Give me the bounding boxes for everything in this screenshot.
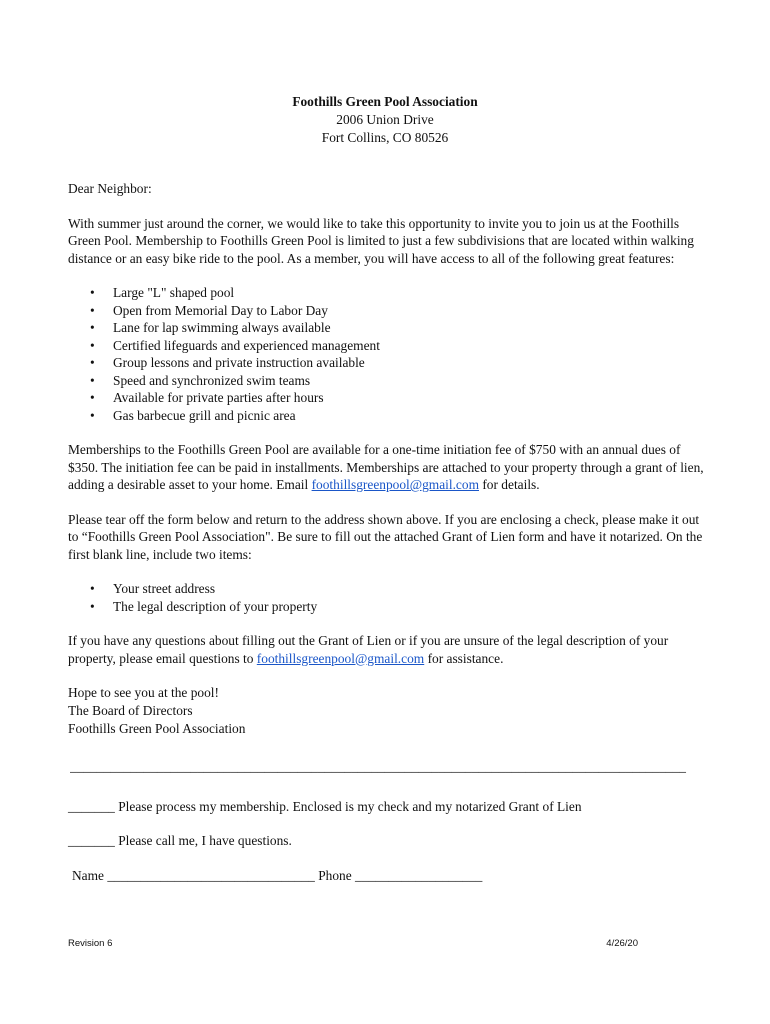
letterhead (0, 93, 770, 147)
closing-line: Hope to see you at the pool! (68, 685, 219, 700)
list-item: • Large "L" shaped pool (68, 284, 708, 302)
closing-line: Foothills Green Pool Association (68, 721, 246, 736)
intro-paragraph: With summer just around the corner, we would like to take this opportunity to invite you to join us at the Foothills Green Pool. Membership to Foothills Green Pool is limited to just a few subdivisions that are located within walking distance or an easy bike ride to the pool. As a member, you will have access to all of the following great features: (68, 215, 694, 266)
organization-name: Foothills Green Pool Association (292, 94, 478, 109)
list-item: • Lane for lap swimming always available (68, 319, 708, 337)
membership-text-end: for details. (479, 477, 540, 492)
list-item: • Speed and synchronized swim teams (68, 372, 708, 390)
greeting: Dear Neighbor: (68, 181, 152, 196)
membership-text: Memberships to the Foothills Green Pool are available for a one-time initiation fee of $750 with an annual dues of $350. The initiation fee can be paid in installments. Memberships are attached to your property through a grant of lien, adding a desirable asset to your home. Email (68, 442, 704, 492)
items-list (68, 580, 708, 615)
signature-block (68, 684, 708, 738)
closing-line: The Board of Directors (68, 703, 193, 718)
list-item: • The legal description of your property (68, 598, 708, 616)
list-item: • Your street address (68, 580, 708, 598)
membership-option: _______ Please process my membership. Enclosed is my check and my notarized Grant of Lien (68, 798, 582, 814)
questions-text-end: for assistance. (424, 650, 504, 666)
name-phone-line: Name _______________________________ Phone ___________________ (72, 867, 483, 883)
call-option: _______ Please call me, I have questions. (68, 833, 292, 848)
list-item: • Certified lifeguards and experienced management (68, 337, 708, 355)
street-address: 2006 Union Drive (336, 112, 434, 127)
features-list (68, 284, 708, 424)
revision-label: Revision 6 (68, 938, 113, 949)
tear-off-paragraph: Please tear off the form below and return to the address shown above. If you are enclosing a check, please make it out to “Foothills Green Pool Association". Be sure to fill out the attached Grant of Lien form and have it notarized. On the first blank line, include two items: (68, 511, 703, 562)
questions-paragraph (68, 632, 708, 667)
city-address: Fort Collins, CO 80526 (321, 130, 449, 145)
list-item: • Open from Memorial Day to Labor Day (68, 302, 708, 320)
membership-paragraph (68, 441, 708, 494)
email-link[interactable]: foothillsgreenpool@gmail.com (256, 650, 425, 666)
list-item: • Available for private parties after hours (68, 389, 708, 407)
email-link[interactable]: foothillsgreenpool@gmail.com (311, 477, 479, 492)
revision-date: 4/26/20 (606, 938, 638, 949)
questions-text: If you have any questions about filling out the Grant of Lien or if you are unsure of the legal description of your property, please email questions to (68, 633, 669, 666)
tear-off-line: ____________________________________________________________________________________________ (70, 759, 686, 774)
list-item: • Group lessons and private instruction available (68, 354, 708, 372)
list-item: • Gas barbecue grill and picnic area (68, 407, 708, 425)
letter-body (68, 180, 708, 901)
